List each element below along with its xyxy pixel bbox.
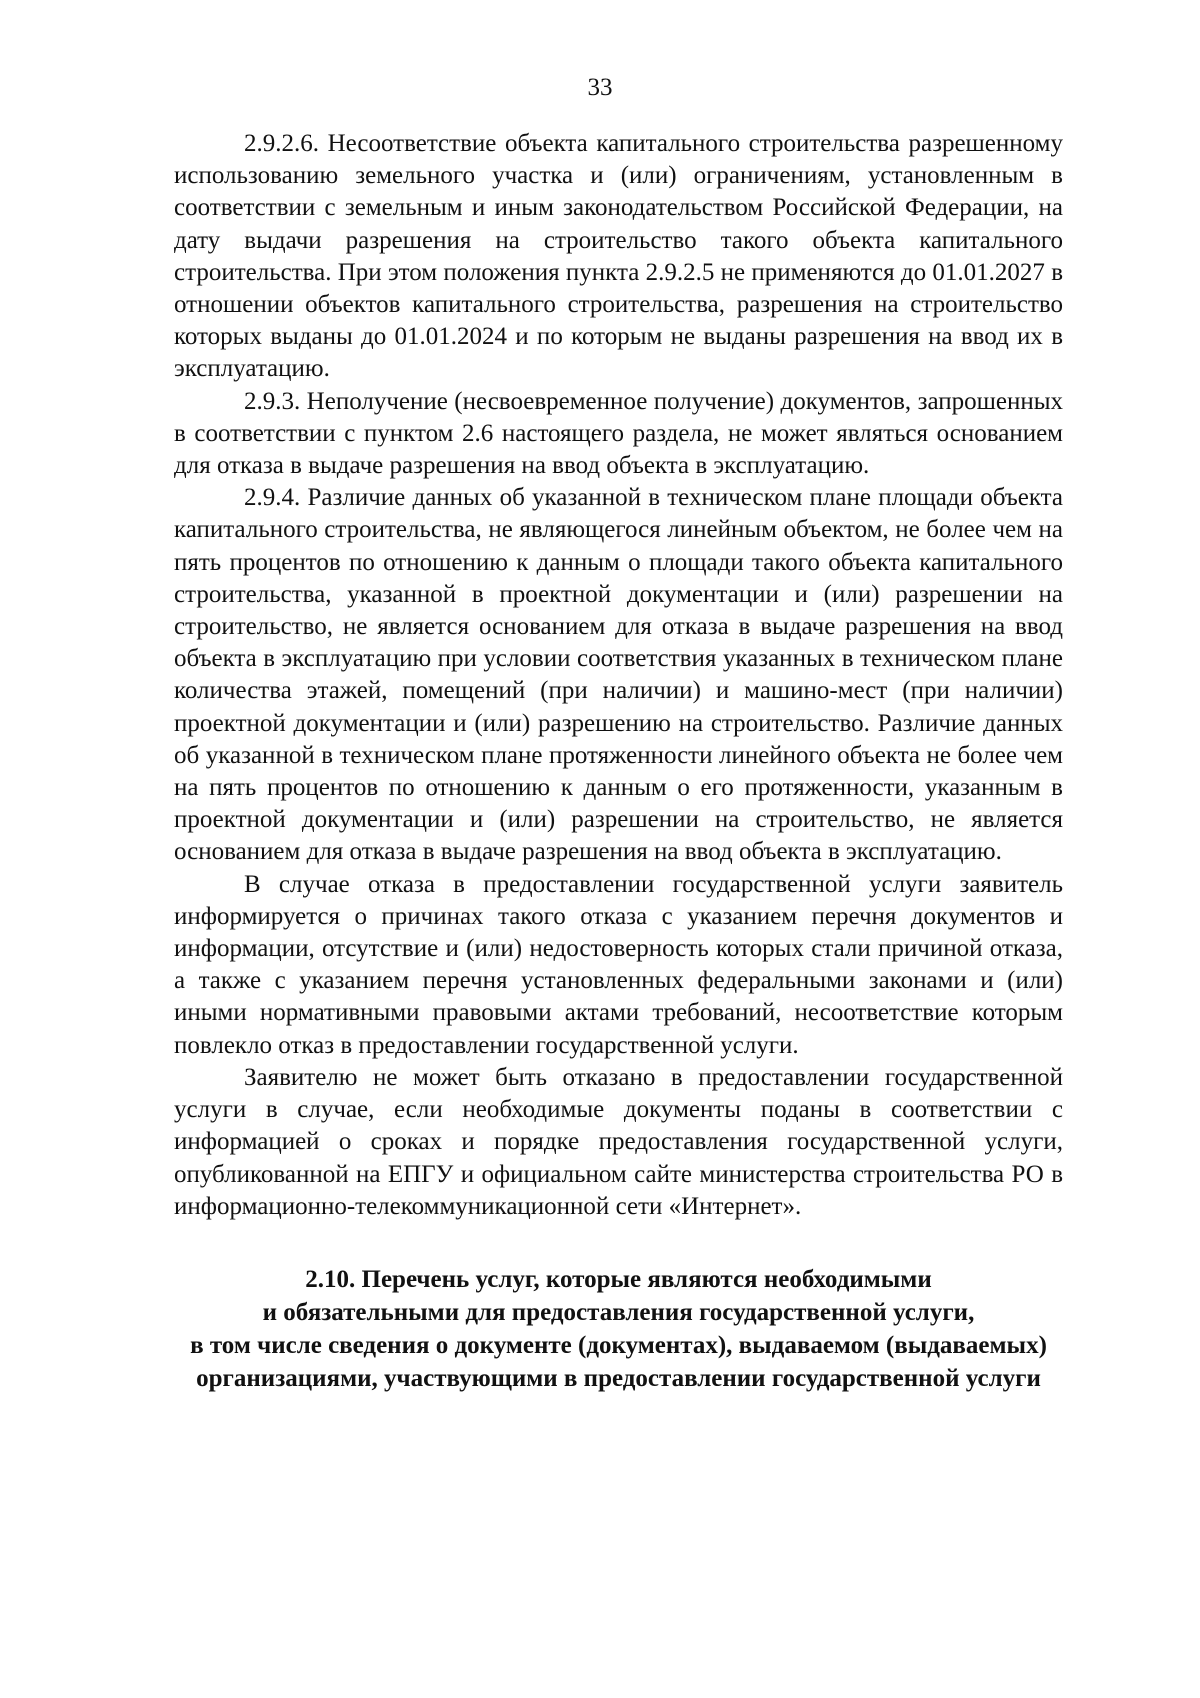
paragraph-refusal-notice: В случае отказа в предоставлении государственной услуги заявитель информируется о причинах такого отказа с указанием перечня документов и информации, отсутствие и (или) недостоверность которых стали причиной отказа, а также с указанием перечня установленных федеральными законами и (или) иными нормативными правовыми актами требований, несоответствие которым повлекло отказ в предоставлении государственной услуги. [174,870,1063,1059]
heading-line: организациями, участвующими в предоставлении государственной услуги [196,1364,1041,1392]
paragraph-2-9-2-6: 2.9.2.6. Несоответствие объекта капитального строительства разрешенному использованию земельного участка и (или) ограничениям, установленным в соответствии с земельным и иным законодательством Российской Федерации, на дату выдачи разрешения на строительство такого объекта капитального строительства. При этом положения пункта 2.9.2.5 не применяются до 01.01.2027 в отношении объектов капитального строительства, разрешения на строительство которых выданы до 01.01.2024 и по которым не выданы разрешения на ввод их в эксплуатацию. [174,130,1063,383]
heading-line: и обязательными для предоставления государственной услуги, [262,1298,975,1326]
page-number: 33 [587,74,613,101]
section-heading-2-10 [174,1263,1063,1395]
paragraph-no-refusal: Заявителю не может быть отказано в предоставлении государственной услуги в случае, если необходимые документы поданы в соответствии с информацией о сроках и порядке предоставления государственной услуги, опубликованной на ЕПГУ и официальном сайте министерства строительства РО в информационно-телекоммуникационной сети «Интернет». [174,1063,1063,1220]
heading-line: в том числе сведения о документе (документах), выдаваемом (выдаваемых) [190,1331,1047,1359]
paragraph-2-9-3: 2.9.3. Неполучение (несвоевременное получение) документов, запрошенных в соответствии с пунктом 2.6 настоящего раздела, не может являться основанием для отказа в выдаче разрешения на ввод объекта в эксплуатацию. [174,387,1063,480]
paragraph-2-9-4: 2.9.4. Различие данных об указанной в техническом плане площади объекта капитального строительства, не являющегося линейным объектом, не более чем на пять процентов по отношению к данным о площади такого объекта капитального строительства, указанной в проектной документации и (или) разрешении на строительство, не является основанием для отказа в выдаче разрешения на ввод объекта в эксплуатацию при условии соответствия указанных в техническом плане количества этажей, помещений (при наличии) и машино-мест (при наличии) проектной документации и (или) разрешению на строительство. Различие данных об указанной в техническом плане протяженности линейного объекта не более чем на пять процентов по отношению к данным о его протяженности, указанным в проектной документации и (или) разрешении на строительство, не является основанием для отказа в выдаче разрешения на ввод объекта в эксплуатацию. [174,484,1063,866]
heading-line: 2.10. Перечень услуг, которые являются необходимыми [305,1265,932,1293]
document-body [174,128,1063,1395]
